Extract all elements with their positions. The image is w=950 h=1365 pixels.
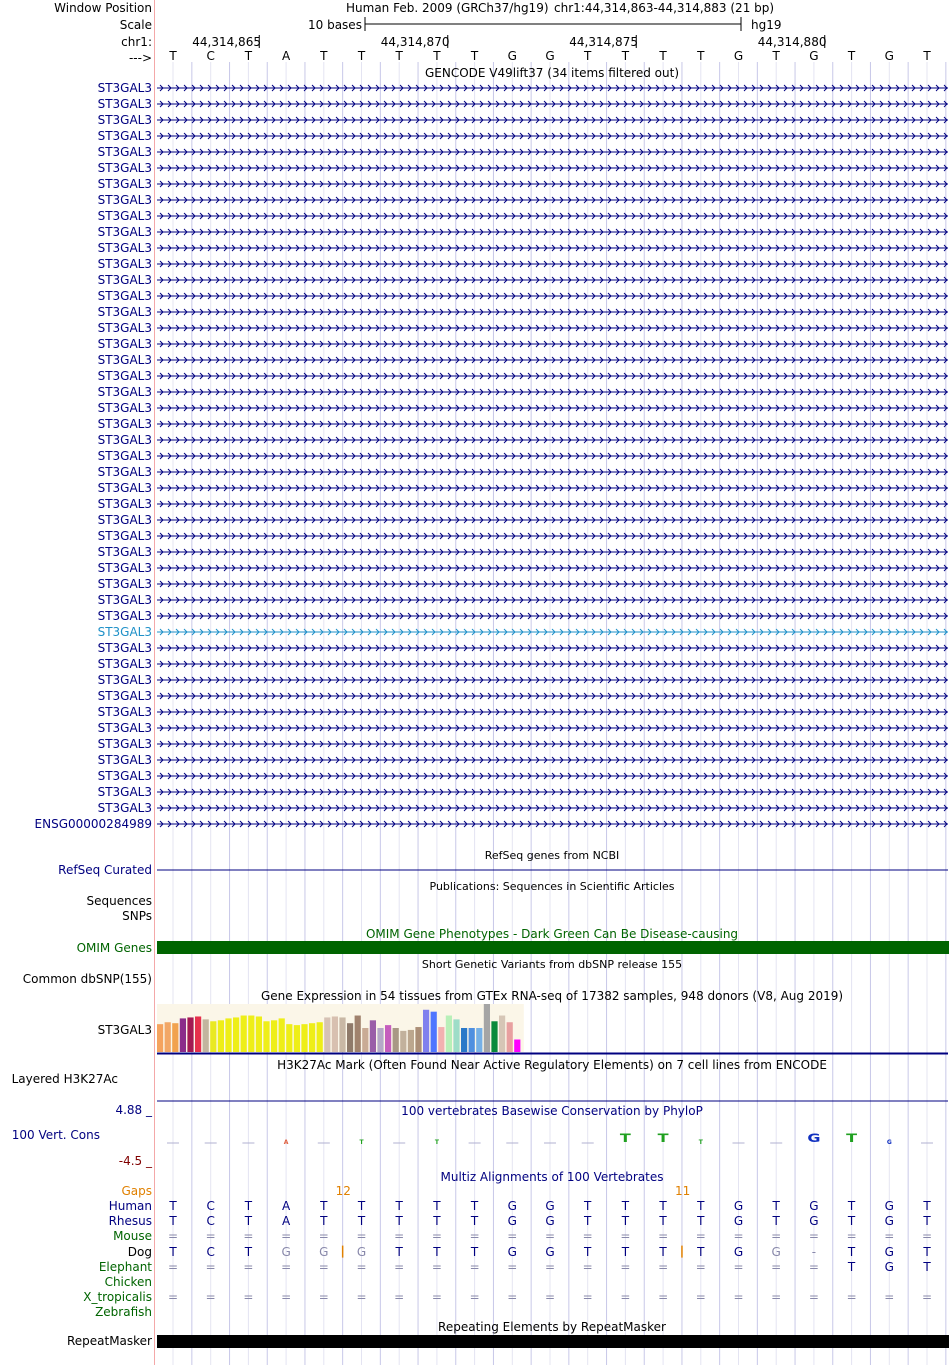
gencode-gene-label[interactable]: ST3GAL3 (97, 625, 152, 639)
h3k27ac-track-title: H3K27Ac Mark (Often Found Near Active Regulatory Elements) on 7 cell lines from ENCODE (277, 1058, 827, 1072)
species-label[interactable]: Elephant (98, 1259, 152, 1274)
sequence-base: T (659, 49, 667, 63)
ruler-tick-label: 44,314,865 (192, 35, 261, 49)
alignment-base: = (243, 1290, 254, 1305)
gencode-gene-label[interactable]: ST3GAL3 (97, 769, 152, 783)
alignment-base: = (695, 1259, 706, 1274)
gencode-gene-label[interactable]: ST3GAL3 (97, 465, 152, 479)
track-image[interactable] (155, 0, 950, 1365)
alignment-base: = (620, 1259, 631, 1274)
alignment-base: = (281, 1290, 292, 1305)
alignment-base: = (695, 1290, 706, 1305)
alignment-base: = (658, 1229, 669, 1244)
alignment-base: T (621, 1214, 630, 1229)
gtex-tissue-bar[interactable] (294, 1025, 300, 1052)
alignment-base: T (470, 1244, 479, 1259)
alignment-base: T (433, 1199, 441, 1213)
alignment-base: G (884, 1259, 894, 1274)
gtex-tissue-bar[interactable] (187, 1017, 193, 1052)
alignment-base: = (469, 1259, 480, 1274)
gtex-tissue-bar[interactable] (263, 1021, 269, 1052)
gencode-gene-label[interactable]: ST3GAL3 (97, 417, 152, 431)
gtex-tissue-bar[interactable] (469, 1028, 475, 1052)
scale-label: Scale (119, 18, 152, 32)
gtex-tissue-bar[interactable] (415, 1027, 421, 1052)
alignment-base: = (431, 1290, 442, 1305)
alignment-base: G (507, 1199, 517, 1213)
gtex-tissue-bar[interactable] (195, 1016, 201, 1052)
alignment-base: = (620, 1290, 631, 1305)
cons-track-title: 100 vertebrates Basewise Conservation by PhyloP (401, 1104, 703, 1118)
alignment-base: = (695, 1229, 706, 1244)
gtex-tissue-bar[interactable] (431, 1012, 437, 1052)
alignment-base: T (772, 1199, 780, 1213)
cons-base-letter: T (619, 1132, 631, 1146)
gencode-gene-label[interactable]: ST3GAL3 (97, 753, 152, 767)
alignment-base: G (281, 1244, 291, 1259)
alignment-base: T (433, 1244, 441, 1259)
alignment-base: G (507, 1214, 517, 1229)
alignment-base: T (169, 1214, 177, 1229)
gencode-gene-label[interactable]: ST3GAL3 (97, 321, 152, 335)
alignment-base: = (544, 1290, 556, 1305)
alignment-base: G (809, 1199, 819, 1213)
alignment-base: G (545, 1214, 555, 1229)
alignment-base: = (846, 1229, 857, 1244)
alignment-base: T (847, 1199, 856, 1213)
gtex-tissue-bar[interactable] (233, 1017, 239, 1052)
gencode-gene-label[interactable]: ST3GAL3 (97, 705, 152, 719)
gtex-tissue-bar[interactable] (286, 1024, 292, 1052)
sequence-base: A (281, 49, 291, 63)
gtex-tissue-bar[interactable] (180, 1018, 186, 1052)
alignment-base: = (469, 1229, 480, 1244)
alignment-base: T (244, 1199, 253, 1213)
gencode-gene-label[interactable]: ST3GAL3 (97, 497, 152, 511)
alignment-base: T (584, 1244, 592, 1259)
chrom-label: chr1: (121, 35, 152, 49)
gtex-tissue-bar[interactable] (408, 1030, 414, 1052)
refseq-track-label[interactable]: RefSeq Curated (58, 863, 152, 877)
sequence-base: G (507, 49, 517, 63)
gencode-gene-label[interactable]: ST3GAL3 (97, 737, 152, 751)
sequence-base: T (923, 49, 931, 63)
gtex-tissue-bar[interactable] (423, 1010, 429, 1052)
multiz-gap-count: 11 (674, 1184, 691, 1198)
gtex-tissue-bar[interactable] (370, 1020, 376, 1052)
gencode-track-title: GENCODE V49lift37 (34 items filtered out) (424, 66, 680, 80)
sequence-base: T (584, 49, 592, 63)
alignment-base: = (771, 1290, 782, 1305)
alignment-base: T (772, 1214, 780, 1229)
gaps-label: Gaps (121, 1184, 152, 1198)
gencode-gene-label[interactable]: ST3GAL3 (97, 561, 152, 575)
alignment-base: T (621, 1244, 630, 1259)
gencode-gene-label[interactable]: ST3GAL3 (97, 97, 152, 111)
gencode-gene-label[interactable]: ST3GAL3 (97, 657, 152, 671)
sequence-base: T (847, 49, 856, 63)
alignment-base: = (205, 1229, 216, 1244)
alignment-base: = (733, 1290, 744, 1305)
gencode-gene-label[interactable]: ST3GAL3 (97, 273, 152, 287)
alignment-base: = (507, 1259, 518, 1274)
alignment-base: = (431, 1229, 442, 1244)
gencode-gene-label[interactable]: ST3GAL3 (97, 209, 152, 223)
sequence-base: T (244, 49, 253, 63)
gencode-gene-label[interactable]: ST3GAL3 (97, 161, 152, 175)
gencode-gene-label[interactable]: ST3GAL3 (97, 385, 152, 399)
gtex-tissue-bar[interactable] (225, 1018, 231, 1052)
gencode-gene-label[interactable]: ST3GAL3 (97, 401, 152, 415)
alignment-base: = (771, 1229, 782, 1244)
alignment-base: G (545, 1244, 555, 1259)
alignment-base: T (621, 1199, 630, 1213)
sequence-base: T (470, 49, 479, 63)
alignment-base: = (394, 1290, 405, 1305)
alignment-base: = (507, 1290, 518, 1305)
gencode-gene-label[interactable]: ST3GAL3 (97, 145, 152, 159)
gencode-gene-label[interactable]: ST3GAL3 (97, 225, 152, 239)
db-label: hg19 (751, 18, 782, 32)
gtex-tissue-bar[interactable] (317, 1022, 323, 1052)
alignment-base: = (281, 1259, 292, 1274)
alignment-base: - (811, 1244, 817, 1259)
gtex-tissue-bar[interactable] (271, 1020, 277, 1052)
sequence-base: T (697, 49, 705, 63)
alignment-base: T (847, 1259, 856, 1274)
gtex-tissue-bar[interactable] (347, 1023, 353, 1052)
gencode-gene-label[interactable]: ST3GAL3 (97, 241, 152, 255)
alignment-base: T (584, 1199, 592, 1213)
alignment-base: = (167, 1259, 179, 1274)
window-position-label: Window Position (54, 1, 152, 15)
alignment-base: T (169, 1199, 177, 1213)
alignment-base: = (544, 1259, 556, 1274)
species-label[interactable]: Rhesus (108, 1214, 152, 1229)
alignment-base: = (394, 1229, 405, 1244)
assembly-text: Human Feb. 2009 (GRCh37/hg19) (346, 1, 549, 15)
dbsnp-track-label[interactable]: Common dbSNP(155) (22, 972, 152, 986)
sequence-base: T (395, 49, 403, 63)
cons-base-letter: T (698, 1139, 703, 1146)
alignment-base: = (658, 1259, 669, 1274)
gtex-tissue-bar[interactable] (484, 1004, 490, 1052)
alignment-base: T (923, 1214, 931, 1229)
gtex-tissue-bar[interactable] (393, 1028, 399, 1052)
gencode-gene-label[interactable]: ST3GAL3 (97, 529, 152, 543)
alignment-base: = (884, 1290, 895, 1305)
gtex-gene-label[interactable]: ST3GAL3 (97, 1023, 152, 1037)
alignment-base: = (281, 1229, 292, 1244)
alignment-base: = (733, 1259, 744, 1274)
gencode-gene-label[interactable]: ST3GAL3 (97, 305, 152, 319)
species-label[interactable]: X_tropicalis (83, 1290, 152, 1305)
gtex-tissue-bar[interactable] (241, 1016, 247, 1052)
gtex-tissue-bar[interactable] (210, 1021, 216, 1052)
repeat-track-title: Repeating Elements by RepeatMasker (438, 1320, 666, 1334)
gtex-tissue-bar[interactable] (499, 1016, 505, 1052)
alignment-base: T (697, 1244, 705, 1259)
multiz-track-title: Multiz Alignments of 100 Vertebrates (440, 1170, 664, 1184)
gtex-tissue-bar[interactable] (172, 1023, 178, 1052)
repeatmasker-track-label[interactable]: RepeatMasker (66, 1334, 152, 1348)
omim-track-label[interactable]: OMIM Genes (76, 941, 152, 955)
alignment-base: = (884, 1229, 895, 1244)
alignment-base: = (243, 1229, 254, 1244)
gtex-tissue-bar[interactable] (218, 1020, 224, 1052)
gencode-gene-label[interactable]: ST3GAL3 (97, 433, 152, 447)
alignment-base: G (733, 1199, 744, 1213)
strand-label: ---> (128, 51, 152, 65)
cons-min-label: -4.5 _ (118, 1154, 152, 1168)
alignment-base: T (320, 1214, 328, 1229)
alignment-base: = (808, 1259, 819, 1274)
alignment-base: C (206, 1199, 215, 1213)
cons-base-letter: T (846, 1132, 858, 1146)
gencode-gene-label[interactable]: ST3GAL3 (97, 689, 152, 703)
alignment-base: T (357, 1214, 366, 1229)
alignment-base: T (923, 1259, 931, 1274)
alignment-base: G (884, 1244, 894, 1259)
gencode-gene-label[interactable]: ST3GAL3 (97, 609, 152, 623)
gtex-tissue-bar[interactable] (324, 1017, 330, 1052)
alignment-base: = (808, 1290, 819, 1305)
alignment-base: T (697, 1199, 705, 1213)
gencode-gene-label[interactable]: ST3GAL3 (97, 177, 152, 191)
alignment-base: = (921, 1229, 933, 1244)
species-label[interactable]: Chicken (104, 1275, 152, 1289)
alignment-base: T (320, 1199, 328, 1213)
alignment-base: T (244, 1244, 253, 1259)
h3k27ac-track-label[interactable]: Layered H3K27Ac (11, 1072, 118, 1086)
alignment-base: T (470, 1199, 479, 1213)
gtex-tissue-bar[interactable] (339, 1017, 345, 1052)
alignment-base: = (620, 1229, 631, 1244)
alignment-base: T (659, 1199, 667, 1213)
gencode-gene-label[interactable]: ST3GAL3 (97, 593, 152, 607)
alignment-base: = (921, 1290, 933, 1305)
alignment-base: = (733, 1229, 744, 1244)
cons-base-letter: A (283, 1139, 289, 1146)
gtex-tissue-bar[interactable] (248, 1016, 254, 1052)
alignment-base: G (771, 1244, 781, 1259)
cons-base-letter: G (886, 1139, 892, 1146)
gencode-gene-label[interactable]: ST3GAL3 (97, 129, 152, 143)
alignment-base: T (923, 1199, 931, 1213)
alignment-base: T (395, 1244, 403, 1259)
alignment-base: T (659, 1214, 667, 1229)
gencode-gene-label[interactable]: ST3GAL3 (97, 193, 152, 207)
alignment-base: = (167, 1290, 179, 1305)
alignment-base: = (582, 1229, 593, 1244)
refseq-track-title: RefSeq genes from NCBI (484, 849, 620, 862)
cons-max-label: 4.88 _ (115, 1103, 152, 1117)
species-label[interactable]: Dog (127, 1244, 152, 1259)
gtex-tissue-bar[interactable] (377, 1028, 383, 1052)
alignment-base: T (244, 1214, 253, 1229)
gencode-gene-label[interactable]: ST3GAL3 (97, 353, 152, 367)
gtex-tissue-bar[interactable] (461, 1028, 467, 1052)
alignment-base: = (167, 1229, 179, 1244)
sequence-base: C (206, 49, 215, 63)
gtex-tissue-bar[interactable] (203, 1019, 209, 1052)
gencode-gene-label[interactable]: ST3GAL3 (97, 513, 152, 527)
sequence-base: T (357, 49, 366, 63)
alignment-base: T (470, 1214, 479, 1229)
alignment-base: T (357, 1199, 366, 1213)
alignment-base: G (884, 1199, 894, 1213)
cons-base-letter: T (434, 1139, 439, 1146)
sequence-base: T (621, 49, 630, 63)
gtex-tissue-bar[interactable] (400, 1031, 406, 1052)
alignment-base: T (395, 1214, 403, 1229)
alignment-base: = (846, 1290, 857, 1305)
gtex-tissue-bar[interactable] (514, 1040, 520, 1052)
alignment-base: G (507, 1244, 517, 1259)
omim-gene-bar[interactable] (157, 941, 949, 954)
gencode-gene-label[interactable]: ST3GAL3 (97, 545, 152, 559)
gencode-gene-label[interactable]: ST3GAL3 (97, 449, 152, 463)
alignment-base: = (808, 1229, 819, 1244)
alignment-base: T (433, 1214, 441, 1229)
alignment-base: G (809, 1214, 819, 1229)
alignment-base: = (658, 1290, 669, 1305)
gencode-gene-label[interactable]: ST3GAL3 (97, 257, 152, 271)
alignment-base: = (582, 1259, 593, 1274)
alignment-base: T (169, 1244, 177, 1259)
alignment-base: C (206, 1214, 215, 1229)
alignment-base: G (733, 1244, 744, 1259)
gencode-gene-label[interactable]: ST3GAL3 (97, 785, 152, 799)
omim-track-title: OMIM Gene Phenotypes - Dark Green Can Be Disease-causing (365, 927, 739, 941)
alignment-base: G (884, 1214, 894, 1229)
species-label[interactable]: Mouse (113, 1229, 152, 1244)
alignment-base: T (659, 1244, 667, 1259)
gtex-tissue-bar[interactable] (157, 1024, 163, 1052)
gencode-gene-label[interactable]: ST3GAL3 (97, 337, 152, 351)
alignment-base: T (923, 1244, 931, 1259)
cons-base-letter: G (807, 1132, 821, 1146)
alignment-base: A (281, 1214, 291, 1229)
alignment-base: = (394, 1259, 405, 1274)
cons-base-letter: T (657, 1132, 669, 1146)
gtex-tissue-bar[interactable] (332, 1016, 338, 1052)
alignment-base: = (356, 1290, 367, 1305)
gtex-tissue-bar[interactable] (309, 1023, 315, 1052)
multiz-gap-count: 12 (335, 1184, 351, 1198)
alignment-base: = (205, 1290, 216, 1305)
alignment-base: A (281, 1199, 291, 1213)
track-label-column (0, 0, 155, 1365)
gencode-gene-label[interactable]: ST3GAL3 (97, 481, 152, 495)
alignment-base: T (395, 1199, 403, 1213)
gencode-gene-label[interactable]: ST3GAL3 (97, 721, 152, 735)
publications-track-title: Publications: Sequences in Scientific Articles (429, 880, 675, 893)
alignment-base: T (697, 1214, 705, 1229)
gtex-tissue-bar[interactable] (301, 1024, 307, 1052)
cons-track-label[interactable]: 100 Vert. Cons (11, 1128, 100, 1142)
alignment-base: = (582, 1290, 593, 1305)
sequence-base: T (169, 49, 177, 63)
repeatmasker-bar[interactable] (157, 1335, 949, 1348)
alignment-base: G (545, 1199, 555, 1213)
alignment-base: = (431, 1259, 442, 1274)
ruler-tick-label: 44,314,870 (380, 35, 450, 49)
sequence-base: T (433, 49, 441, 63)
dbsnp-track-title: Short Genetic Variants from dbSNP release 155 (421, 958, 683, 971)
alignment-base: = (243, 1259, 254, 1274)
alignment-base: = (771, 1259, 782, 1274)
alignment-base: G (733, 1214, 744, 1229)
gtex-tissue-bar[interactable] (507, 1022, 513, 1052)
species-label[interactable]: Zebrafish (95, 1305, 152, 1320)
alignment-base: = (469, 1290, 480, 1305)
gencode-gene-label[interactable]: ST3GAL3 (97, 673, 152, 687)
gtex-tissue-bar[interactable] (385, 1025, 391, 1052)
gtex-tissue-bar[interactable] (476, 1028, 482, 1052)
gencode-gene-label[interactable]: ST3GAL3 (97, 289, 152, 303)
alignment-base: T (847, 1214, 856, 1229)
species-label[interactable]: Human (108, 1199, 152, 1213)
sequence-base: T (320, 49, 328, 63)
ruler-tick-label: 44,314,875 (569, 35, 638, 49)
alignment-base: = (507, 1229, 518, 1244)
sequence-base: G (545, 49, 555, 63)
gencode-gene-label[interactable]: ST3GAL3 (97, 801, 152, 815)
ruler-tick-label: 44,314,880 (757, 35, 827, 49)
gencode-extra-gene-label[interactable]: ENSG00000284989 (34, 817, 152, 831)
alignment-base: C (206, 1244, 215, 1259)
gencode-gene-label[interactable]: ST3GAL3 (97, 81, 152, 95)
alignment-base: T (847, 1244, 856, 1259)
alignment-base: = (356, 1229, 367, 1244)
cons-base-letter: T (359, 1139, 364, 1146)
gtex-tissue-bar[interactable] (355, 1016, 361, 1052)
alignment-base: = (356, 1259, 367, 1274)
alignment-base: = (318, 1229, 329, 1244)
gencode-gene-label[interactable]: ST3GAL3 (97, 369, 152, 383)
alignment-base: = (318, 1259, 329, 1274)
snps-track-label[interactable]: SNPs (122, 909, 152, 923)
gtex-tissue-bar[interactable] (165, 1022, 171, 1052)
gtex-tissue-bar[interactable] (279, 1018, 285, 1052)
scale-bar-label: 10 bases (308, 18, 362, 32)
sequence-base: T (772, 49, 780, 63)
alignment-base: = (318, 1290, 329, 1305)
gtex-tissue-bar[interactable] (438, 1027, 444, 1052)
gtex-tissue-bar[interactable] (446, 1016, 452, 1052)
gencode-gene-label[interactable]: ST3GAL3 (97, 577, 152, 591)
alignment-base: G (319, 1244, 329, 1259)
gtex-tissue-bar[interactable] (362, 1028, 368, 1052)
gencode-gene-label[interactable]: ST3GAL3 (97, 641, 152, 655)
position-text: chr1:44,314,863-44,314,883 (21 bp) (554, 1, 775, 15)
sequence-base: G (733, 49, 744, 63)
gtex-track-title: Gene Expression in 54 tissues from GTEx RNA-seq of 17382 samples, 948 donors (V8, Aug 2019) (260, 989, 844, 1003)
alignment-base: T (584, 1214, 592, 1229)
gtex-tissue-bar[interactable] (256, 1016, 262, 1052)
alignment-base: G (356, 1244, 367, 1259)
gtex-tissue-bar[interactable] (453, 1019, 459, 1052)
sequences-track-label[interactable]: Sequences (86, 894, 152, 908)
alignment-base: = (205, 1259, 216, 1274)
gtex-tissue-bar[interactable] (491, 1021, 497, 1052)
sequence-base: G (809, 49, 819, 63)
gencode-gene-label[interactable]: ST3GAL3 (97, 113, 152, 127)
alignment-base: = (544, 1229, 556, 1244)
sequence-base: G (884, 49, 894, 63)
